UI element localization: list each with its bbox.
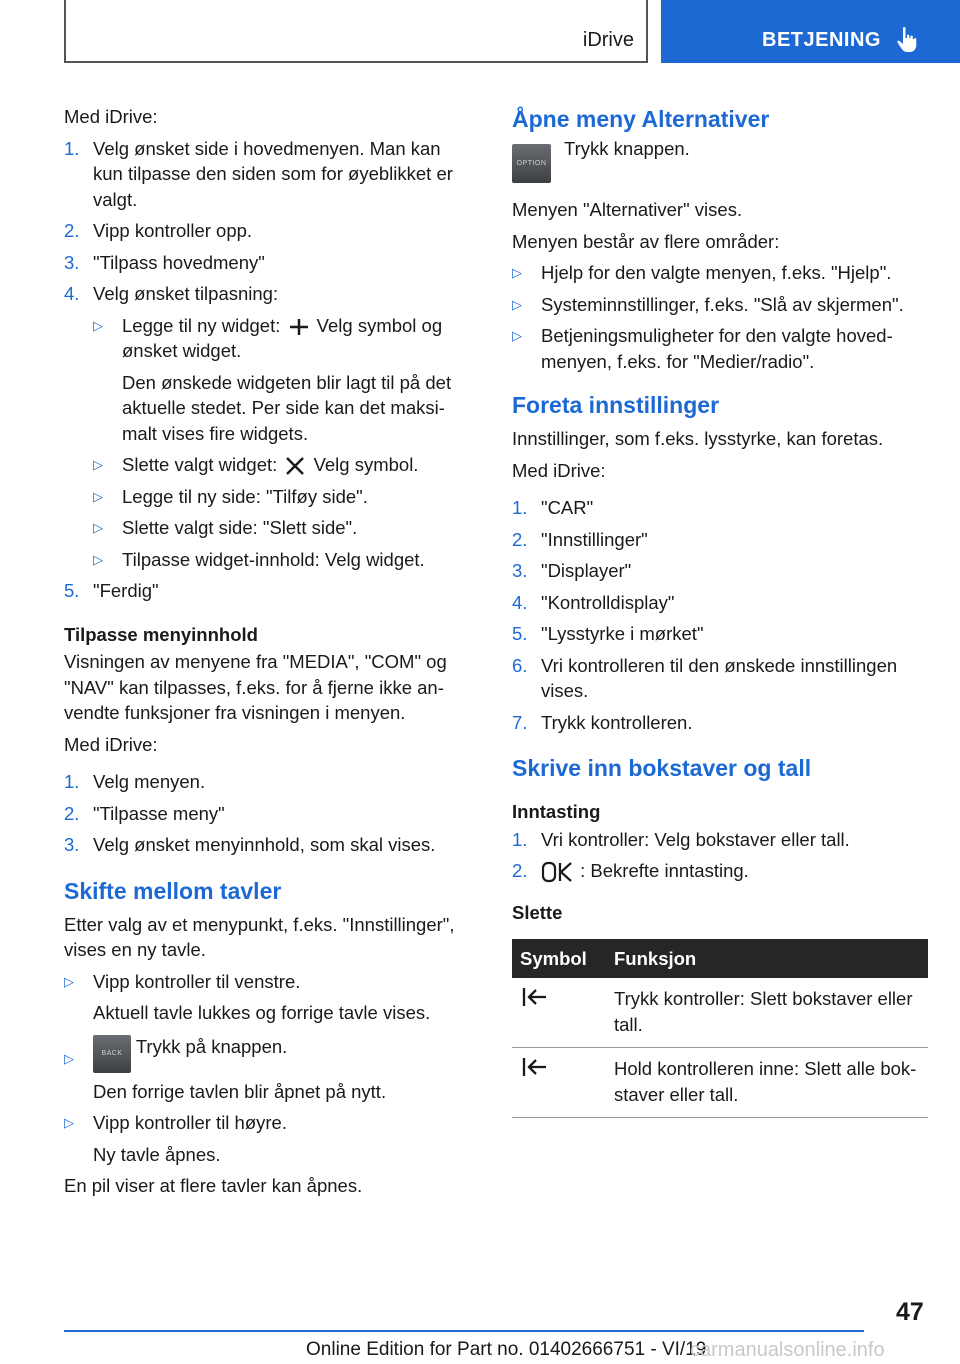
menu-intro: Med iDrive: (64, 733, 158, 755)
arrow-note: En pil viser at flere tavler kan åpnes. (64, 1175, 363, 1196)
back-button-icon: BACK (93, 1035, 131, 1073)
triangle-bullet-icon: ▷ (93, 520, 103, 535)
triangle-bullet-icon: ▷ (64, 1050, 74, 1066)
table-row: Hold kontrolleren inne: Slett alle bokstaver eller tall. (512, 1048, 928, 1118)
watermark: carmanualsonline.info (690, 1339, 885, 1361)
bullet-add-page: ▷ Legge til ny side: "Tilføy side". (93, 484, 468, 510)
heading-inntasting: Inntasting (512, 801, 601, 822)
table-row: Trykk kontroller: Slett bokstaver eller tall. (512, 978, 928, 1048)
triangle-bullet-icon: ▷ (93, 551, 103, 567)
list-item: 4. "Kontrolldisplay" (512, 591, 675, 613)
footer-edition: Online Edition for Part no. 01402666751 - VI/19 (306, 1339, 707, 1360)
bullet-widget-content: ▷ Tilpasse widget-innhold: Velg widget. (93, 547, 468, 573)
triangle-bullet-icon: ▷ (512, 296, 522, 312)
intro-text: Med iDrive: (64, 106, 158, 127)
backspace-arrow-icon (520, 1056, 550, 1078)
list-item: 3. "Tilpass hovedmeny" (64, 251, 265, 273)
bullet-tilt-right: ▷ Vipp kontroller til høyre. (64, 1110, 468, 1136)
list-item: 2. : Bekrefte inntasting. (512, 858, 928, 884)
options-shown: Menyen "Alternativer" vises. (512, 199, 743, 220)
plus-icon (286, 317, 312, 337)
footer-divider (64, 1330, 864, 1332)
list-item: 6. Vri kontrolleren til den ønskede innstillingen vises. (512, 654, 898, 701)
triangle-bullet-icon: ▷ (512, 265, 522, 280)
list-item: 3. "Displayer" (512, 560, 632, 581)
chapter-title: iDrive (582, 29, 634, 51)
list-item: 1. Vri kontroller: Velg bokstaver eller tall. (512, 828, 850, 850)
heading-settings: Foreta innstillinger (512, 392, 720, 418)
option-press-row: OPTION Trykk knappen. (512, 144, 928, 183)
settings-intro: Med iDrive: (512, 459, 606, 481)
list-item: 2. "Innstillinger" (512, 528, 648, 550)
right-column (512, 104, 928, 1118)
triangle-bullet-icon: ▷ (512, 328, 522, 343)
list-item: 3. Velg ønsket menyinnhold, som skal vises. (64, 834, 436, 855)
menu-paragraph: Visningen av menyene fra "MEDIA", "COM" og "NAV" kan tilpasses, f.eks. for å fjerne ikke anvendte funksjoner fra visningen i menyen. (64, 651, 447, 723)
bullet-delete-page: ▷ Slette valgt side: "Slett side". (93, 515, 468, 541)
bullet-add-widget: ▷ Legge til ny widget: Velg symbol og ønsket widget. (93, 313, 468, 364)
list-item: 4. Velg ønsket tilpasning: (64, 283, 279, 304)
list-item: 5. "Ferdig" (64, 580, 159, 601)
delete-table (512, 939, 928, 1118)
backspace-arrow-icon (520, 986, 550, 1008)
list-item: 1. Velg ønsket side i hovedmenyen. Man kan kun tilpasse den siden som for øyeblikket er valgt. (64, 137, 453, 210)
ok-icon (541, 861, 575, 883)
touch-hand-icon (895, 26, 919, 54)
triangle-bullet-icon: ▷ (93, 317, 103, 333)
list-item: 2. Vipp kontroller opp. (64, 220, 253, 241)
options-bullet: ▷ Hjelp for den valgte menyen, f.eks. "Hjelp". (512, 260, 928, 286)
list-item: 5. "Lysstyrke i mørket" (512, 623, 704, 644)
switch-paragraph: Etter valg av et menypunkt, f.eks. "Innstillinger", vises en ny tavle. (64, 913, 455, 960)
triangle-bullet-icon: ▷ (64, 973, 74, 989)
left-column: Med iDrive: 1. Velg ønsket side i hovedmenyen. Man kan kun tilpasse den siden som for øyeblikket er valgt. 2. Vipp kontroller opp. 3. "Tilpass hovedmeny" 4. Velg ønsket tilpasning: ▷ Legge til ny widget: Velg symbol og ønsket widget. Den ønskede widgeten blir lagt til på det aktuelle stedet. Per side kan det maksimalt vises fire widgets. ▷ Slette valgt widget: Velg symbol. ▷ Legge til ny side: "Tilføy side". ▷ Slette valgt side: "Slett side". ▷ Tilpasse widget-innhold: Velg widget. 5. "Ferdig" Tilpasse menyinnhold Visningen av menyene fra "MEDIA", "COM" og "NAV" kan tilpasses, f.eks. for å fjerne ikke anvendte funksjoner fra visningen i menyen. Med iDrive: 1. Velg menyen. 2. "Tilpasse meny" 3. Velg ønsket menyinnhold, som skal vises. Skifte mellom tavler Etter valg av et menypunkt, f.eks. "Innstillinger", vises en ny tavle. ▷ Vipp kontroller til venstre. Aktuell tavle lukkes og forrige tavle vises. ▷ BACK Trykk på knappen. Den forrige tavlen blir åpnet på nytt. ▷ Vipp kontroller til høyre. Ny tavle åpnes. En pil viser at flere tavler kan åpnes. (64, 104, 468, 1205)
bullet-back-button: ▷ BACK Trykk på knappen. (64, 1034, 468, 1073)
settings-paragraph: Innstillinger, som f.eks. lysstyrke, kan foretas. (512, 428, 884, 449)
triangle-bullet-icon: ▷ (64, 1115, 74, 1130)
page-number: 47 (896, 1298, 924, 1326)
heading-menu-content: Tilpasse menyinnhold (64, 623, 258, 645)
header-section-tab (661, 0, 960, 63)
list-item: 1. Velg menyen. (64, 771, 206, 792)
triangle-bullet-icon: ▷ (93, 457, 103, 472)
options-bullet: ▷ Betjeningsmuligheter for den valgte hovedmenyen, f.eks. for "Medier/radio". (512, 323, 928, 374)
heading-switch-panels: Skifte mellom tavler (64, 877, 282, 904)
options-areas: Menyen består av flere områder: (512, 230, 780, 252)
heading-options-menu: Åpne meny Alternativer (512, 106, 770, 132)
heading-input: Skrive inn bokstaver og tall (512, 755, 812, 781)
options-bullet: ▷ Systeminnstillinger, f.eks. "Slå av skjermen". (512, 292, 928, 318)
table-header-function: Funksjon (606, 939, 928, 978)
option-button-icon: OPTION (512, 144, 551, 183)
list-item: 1. "CAR" (512, 497, 594, 518)
close-x-icon (282, 456, 308, 476)
list-item: 2. "Tilpasse meny" (64, 802, 225, 824)
triangle-bullet-icon: ▷ (93, 488, 103, 504)
list-item: 7. Trykk kontrolleren. (512, 711, 693, 733)
header-left-box (64, 0, 648, 63)
bullet-delete-widget: ▷ Slette valgt widget: Velg symbol. (93, 452, 468, 478)
bullet-tilt-left: ▷ Vipp kontroller til venstre. (64, 969, 468, 995)
section-title: BETJENING (762, 29, 881, 51)
heading-slette: Slette (512, 901, 563, 923)
add-widget-note: Den ønskede widgeten blir lagt til på det aktuelle stedet. Per side kan det maksimalt vises fire widgets. (122, 371, 452, 444)
table-header-symbol: Symbol (512, 939, 606, 978)
